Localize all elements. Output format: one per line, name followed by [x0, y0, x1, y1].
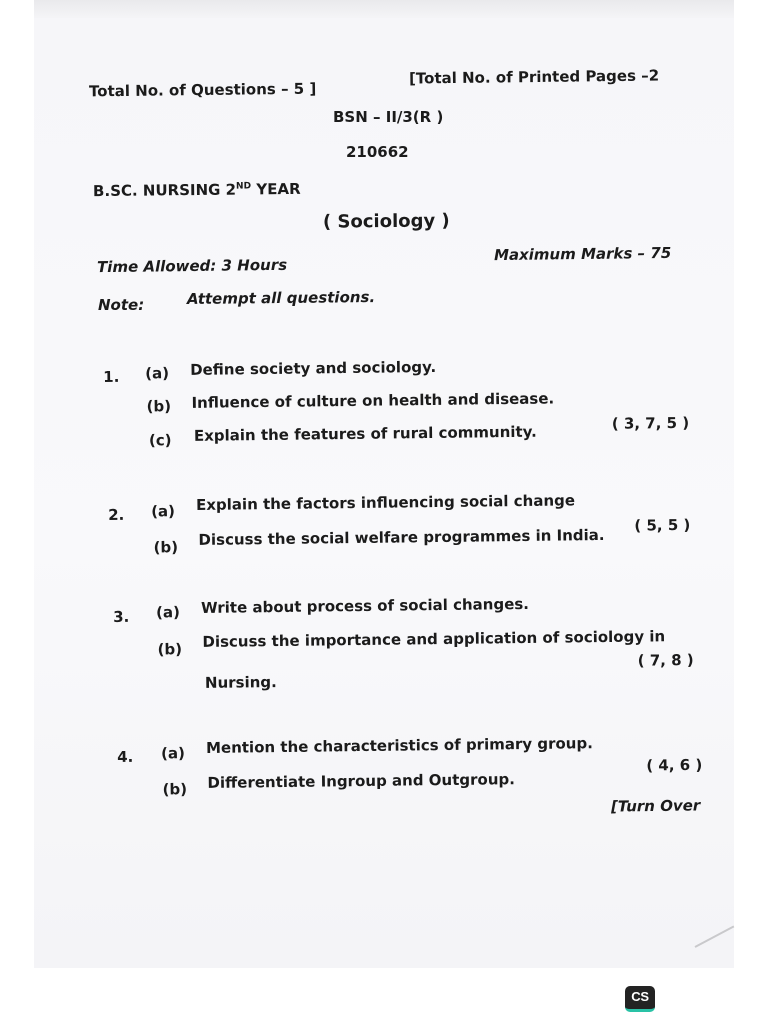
part-label: (b) — [146, 397, 172, 416]
part-text: Influence of culture on health and disease. — [191, 389, 555, 412]
paper-code: BSN – II/3(R ) — [333, 108, 444, 126]
part-label: (a) — [155, 603, 181, 622]
marks-distribution: ( 7, 8 ) — [637, 650, 694, 670]
part-text: Define society and sociology. — [190, 357, 437, 379]
question-number: 1. — [103, 367, 120, 386]
part-label: (c) — [148, 431, 172, 450]
marks-distribution: ( 3, 7, 5 ) — [611, 413, 690, 433]
note-label: Note: — [98, 296, 145, 314]
question-number: 4. — [117, 747, 134, 767]
paper-number: 210662 — [346, 143, 409, 161]
part-text: Differentiate Ingroup and Outgroup. — [207, 770, 515, 792]
part-label: (b) — [157, 640, 183, 659]
marks-distribution: ( 4, 6 ) — [646, 755, 703, 775]
note-text: Attempt all questions. — [186, 288, 376, 308]
part-label: (a) — [145, 364, 170, 383]
printed-pages: [Total No. of Printed Pages –2 — [408, 66, 660, 88]
maximum-marks: Maximum Marks – 75 — [493, 243, 672, 265]
subject-title: ( Sociology ) — [322, 210, 450, 233]
part-text: Mention the characteristics of primary group. — [205, 734, 593, 757]
total-questions: Total No. of Questions – 5 ] — [88, 79, 317, 101]
part-label: (a) — [160, 744, 186, 763]
time-allowed: Time Allowed: 3 Hours — [96, 255, 288, 277]
part-label: (b) — [153, 538, 179, 557]
marks-distribution: ( 5, 5 ) — [634, 515, 691, 535]
top-shadow — [34, 0, 734, 20]
part-text: Write about process of social changes. — [200, 594, 530, 617]
camscanner-logo: CS — [625, 986, 655, 1012]
turn-over: [Turn Over — [610, 796, 701, 816]
part-label: (b) — [162, 780, 188, 799]
part-text: Explain the features of rural community. — [193, 422, 537, 445]
question-number: 2. — [108, 505, 125, 525]
part-text: Explain the factors influencing social change — [195, 491, 576, 514]
part-label: (a) — [151, 502, 176, 521]
part-text-continued: Nursing. — [204, 673, 277, 692]
part-text: Discuss the importance and application of sociology in — [202, 627, 666, 651]
course-title: B.SC. NURSING 2ND YEAR — [92, 179, 301, 201]
question-number: 3. — [113, 607, 130, 627]
part-text: Discuss the social welfare programmes in India. — [198, 525, 605, 549]
